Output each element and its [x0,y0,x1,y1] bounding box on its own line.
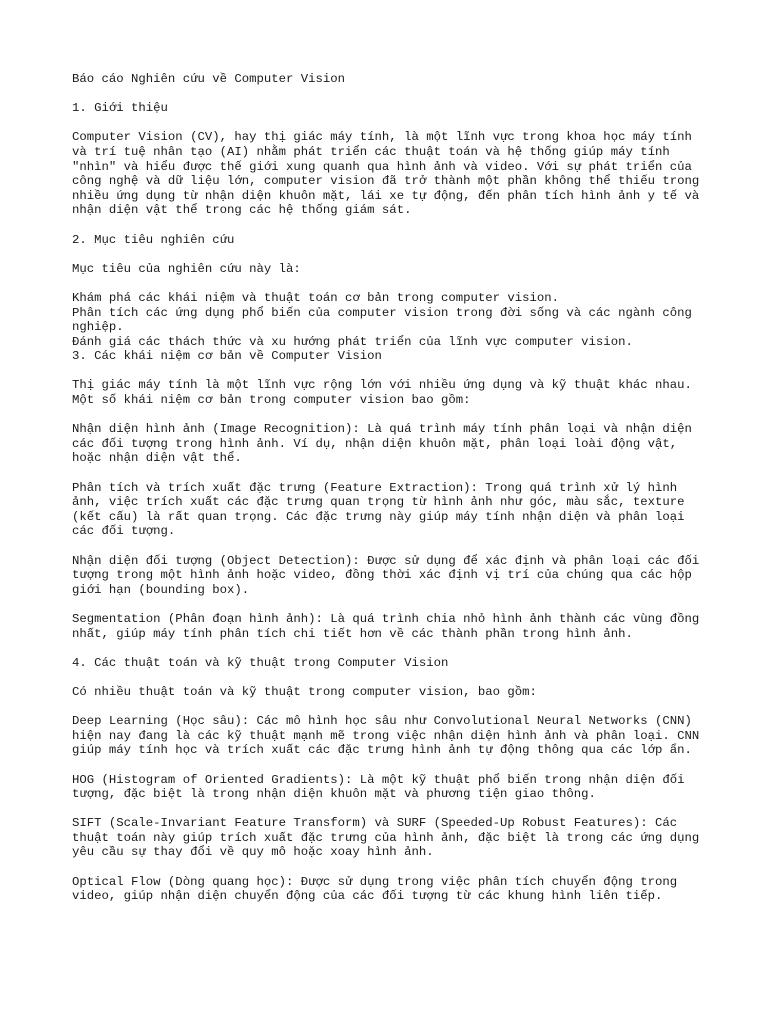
goals-lead: Mục tiêu của nghiên cứu này là: [72,261,301,276]
algorithms-lead: Có nhiều thuật toán và kỹ thuật trong computer vision, bao gồm: [72,684,537,699]
algorithm-item: Deep Learning (Học sâu): Các mô hình học sâu như Convolutional Neural Networks (CNN) hiện nay đang là các kỹ thuật mạnh mẽ trong việc nhận diện hình ảnh và phân loại. CNN giúp máy tính học và trích xuất các đặc trưng hình ảnh tự động thông qua các lớp ẩn. [72,714,700,758]
concepts-lead: Thị giác máy tính là một lĩnh vực rộng lớn với nhiều ứng dụng và kỹ thuật khác nhau. Một số khái niệm cơ bản trong computer vision bao gồm: [72,378,692,408]
document-title: Báo cáo Nghiên cứu về Computer Vision [72,72,346,86]
concept-item: Nhận diện đối tượng (Object Detection): Được sử dụng để xác định và phân loại các đối tượng trong một hình ảnh hoặc video, đồng thời xác định vị trí của chúng qua các hộp giới hạn (bounding box). [72,553,700,597]
concept-item: Segmentation (Phân đoạn hình ảnh): Là quá trình chia nhỏ hình ảnh thành các vùng đồng nhất, giúp máy tính phân tích chi tiết hơn về các thành phần trong hình ảnh. [72,611,700,641]
goals-list-item: Phân tích các ứng dụng phổ biến của computer vision trong đời sống và các ngành công nghiệp. [72,305,692,335]
document-body [72,72,702,904]
algorithm-item: SIFT (Scale-Invariant Feature Transform) và SURF (Speeded-Up Robust Features): Các thuật toán này giúp trích xuất đặc trưng của hình ảnh, đặc biệt là trong các ứng dụng yêu cầu sự thay đổi về quy mô hoặc xoay hình ảnh. [72,816,700,860]
goals-list-item: Đánh giá các thách thức và xu hướng phát triển của lĩnh vực computer vision. [72,334,633,349]
concept-item: Phân tích và trích xuất đặc trưng (Feature Extraction): Trong quá trình xử lý hình ảnh, việc trích xuất các đặc trưng quan trọng từ hình ảnh như góc, màu sắc, texture (kết cấu) là rất quan trọng. Các đặc trưng này giúp máy tính nhận diện và phân loại các đối tượng. [72,480,685,539]
concept-item: Nhận diện hình ảnh (Image Recognition): Là quá trình máy tính phân loại và nhận diện các đối tượng trong hình ảnh. Ví dụ, nhận diện khuôn mặt, phân loại loài động vật, hoặc nhận diện vật thể. [72,422,692,466]
section-heading-algorithms: 4. Các thuật toán và kỹ thuật trong Computer Vision [72,655,449,670]
algorithm-item: HOG (Histogram of Oriented Gradients): Là một kỹ thuật phổ biến trong nhận diện đối tượng, đặc biệt là trong nhận diện khuôn mặt và phương tiện giao thông. [72,772,685,802]
algorithm-item: Optical Flow (Dòng quang học): Được sử dụng trong việc phân tích chuyển động trong video, giúp nhận diện chuyển động của các đối tượng từ các khung hình liên tiếp. [72,874,678,904]
section-heading-concepts: 3. Các khái niệm cơ bản về Computer Vision [72,349,382,364]
goals-list [72,291,702,349]
section-heading-goals: 2. Mục tiêu nghiên cứu [72,232,235,247]
section-heading-intro: 1. Giới thiệu [72,101,168,116]
intro-paragraph: Computer Vision (CV), hay thị giác máy tính, là một lĩnh vực trong khoa học máy tính và trí tuệ nhân tạo (AI) nhằm phát triển các thuật toán và hệ thống giúp máy tính "nhìn" và hiểu được thế giới xung quanh qua hình ảnh và video. Với sự phát triển của công nghệ và dữ liệu lớn, computer vision đã trở thành một phần không thể thiếu trong nhiều ứng dụng từ nhận diện khuôn mặt, lái xe tự động, đến phân tích hình ảnh y tế và nhận diện vật thể trong các hệ thống giám sát. [72,130,700,218]
goals-list-item: Khám phá các khái niệm và thuật toán cơ bản trong computer vision. [72,290,560,305]
